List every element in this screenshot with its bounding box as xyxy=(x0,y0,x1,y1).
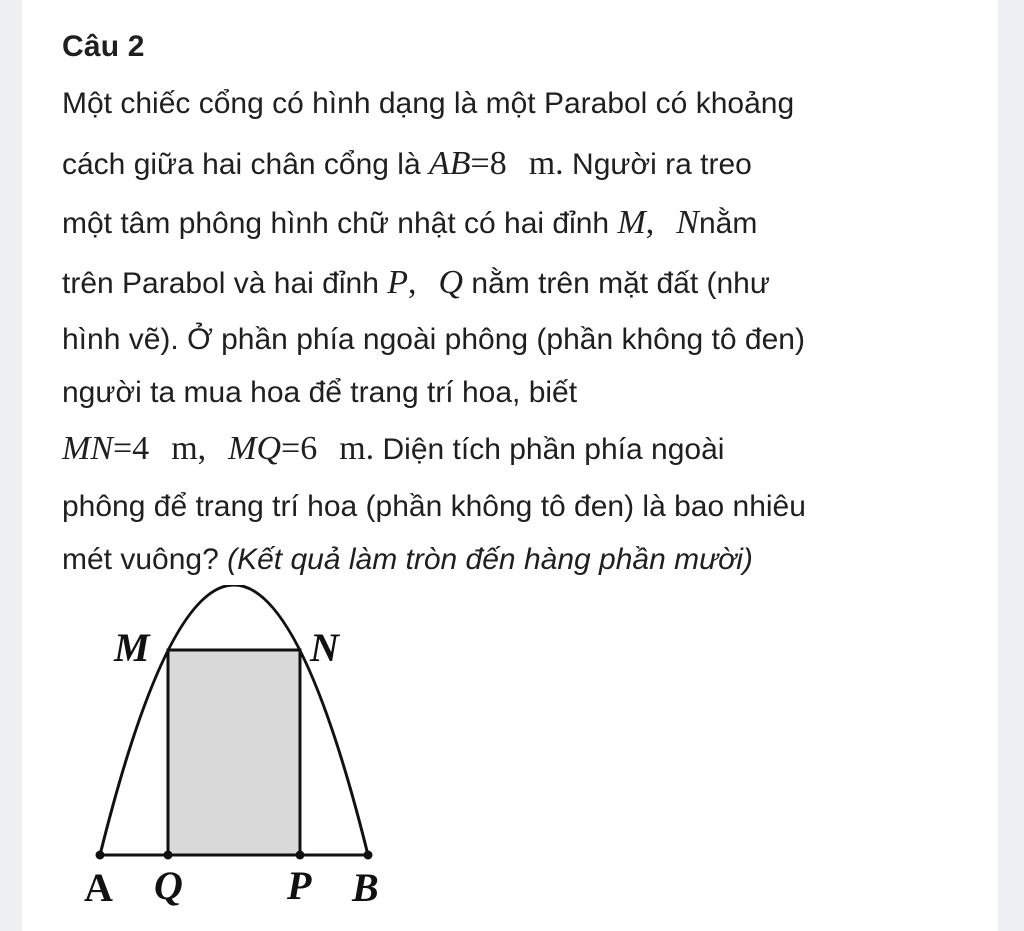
text: trên Parabol và hai đỉnh xyxy=(62,267,388,300)
question-title: Câu 2 xyxy=(62,30,145,63)
math-n: N xyxy=(676,204,699,241)
math-m: M xyxy=(617,204,646,241)
math-mn: MN xyxy=(62,430,113,467)
math-q: Q xyxy=(438,264,464,301)
text-line-8: phông để trang trí hoa (phần không tô đen) là bao nhiêu xyxy=(62,490,806,523)
math-mq: MQ xyxy=(228,430,282,467)
label-m: M xyxy=(114,625,150,670)
text: nằm trên mặt đất (như xyxy=(463,267,770,300)
text-line-5: hình vẽ). Ở phần phía ngoài phông (phần không tô đen) xyxy=(62,323,805,356)
label-q: Q xyxy=(154,863,183,908)
point-p xyxy=(296,851,305,860)
point-b xyxy=(364,851,373,860)
math-unit: m xyxy=(171,430,198,467)
point-a xyxy=(96,851,105,860)
math-p: P xyxy=(387,264,408,301)
label-b: B xyxy=(352,865,379,910)
math-ab: AB xyxy=(429,145,471,182)
math-eq-4: =4 xyxy=(113,430,150,467)
text-line-2 xyxy=(62,145,752,183)
math-comma: , xyxy=(197,430,207,467)
text-line-4 xyxy=(62,264,770,302)
label-n: N xyxy=(310,625,339,670)
text-line-7 xyxy=(62,430,724,468)
question-card xyxy=(22,0,998,931)
text: Người ra treo xyxy=(563,148,752,181)
label-p: P xyxy=(287,863,312,908)
text-line-9 xyxy=(62,543,753,577)
shaded-rectangle xyxy=(168,650,300,855)
text: một tâm phông hình chữ nhật có hai đỉnh xyxy=(62,207,618,240)
text: mét vuông? xyxy=(62,543,228,576)
math-unit: m. xyxy=(528,145,564,182)
text: Diện tích phần phía ngoài xyxy=(374,433,725,466)
text-line-3 xyxy=(62,204,757,242)
math-unit: m. xyxy=(339,430,375,467)
point-q xyxy=(164,851,173,860)
parabola-gate-figure xyxy=(62,585,402,915)
text: cách giữa hai chân cổng là xyxy=(62,148,429,181)
rounding-note: (Kết quả làm tròn đến hàng phần mười) xyxy=(227,543,753,576)
math-eq-8: =8 xyxy=(470,145,507,182)
math-comma: , xyxy=(645,204,655,241)
math-comma: , xyxy=(408,264,417,301)
label-a: A xyxy=(84,865,113,910)
text: nằm xyxy=(698,207,758,240)
text-line-1: Một chiếc cổng có hình dạng là một Parabol có khoảng xyxy=(62,87,795,120)
math-eq-6: =6 xyxy=(281,430,318,467)
text-line-6: người ta mua hoa để trang trí hoa, biết xyxy=(62,376,578,409)
